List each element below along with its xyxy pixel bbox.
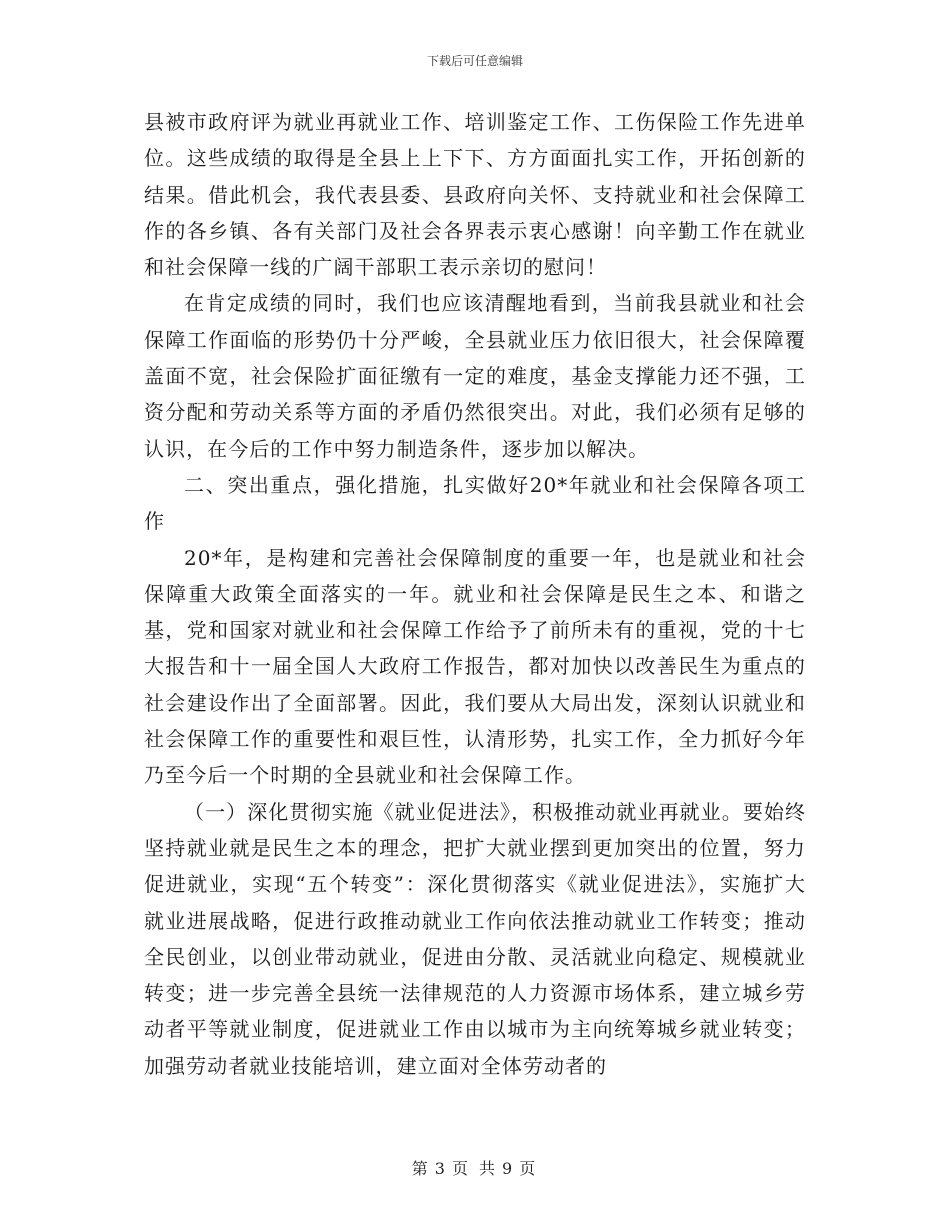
page-header: 下载后可任意编辑 (426, 54, 523, 68)
footer-suffix: 页 (519, 1159, 539, 1178)
total-page-number: 9 (502, 1159, 516, 1178)
paragraph-2: 在肯定成绩的同时，我们也应该清醒地看到，当前我县就业和社会保障工作面临的形势仍十分严峻，全县就业压力依旧很大，社会保障覆盖面不宽，社会保险扩面征缴有一定的难度，基金支撑能力还不强，工资分配和劳动关系等方面的矛盾仍然很突出。对此，我们必须有足够的认识，在今后的工作中努力制造条件，逐步加以解决。 (144, 291, 806, 461)
current-page-number: 3 (434, 1159, 448, 1178)
paragraph-4: （一）深化贯彻实施《就业促进法》，积极推动就业再就业。要始终坚持就业就是民生之本的理念，把扩大就业摆到更加突出的位置，努力促进就业，实现“五个转变”：深化贯彻落实《就业促进法》，实施扩大就业进展战略，促进行政推动就业工作向依法推动就业工作转变；推动全民创业，以创业带动就业，促进由分散、灵活就业向稳定、规模就业转变；进一步完善全县统一法律规范的人力资源市场体系，建立城乡劳动者平等就业制度，促进就业工作由以城市为主向统筹城乡就业转变；加强劳动者就业技能培训，建立面对全体劳动者的 (144, 799, 806, 1078)
section-heading: 二、突出重点，强化措施，扎实做好20*年就业和社会保障各项工作 (144, 472, 806, 534)
footer-middle: 页 共 (451, 1159, 499, 1178)
paragraph-1: 县被市政府评为就业再就业工作、培训鉴定工作、工伤保险工作先进单位。这些成绩的取得是全县上上下下、方方面面扎实工作，开拓创新的结果。借此机会，我代表县委、县政府向关怀、支持就业和社会保障工作的各乡镇、各有关部门及社会各界表示衷心感谢！向辛勤工作在就业和社会保障一线的广阔干部职工表示亲切的慰问！ (144, 110, 806, 280)
document-body (144, 104, 806, 1084)
footer-prefix: 第 (411, 1159, 431, 1178)
page-footer (0, 1156, 950, 1179)
paragraph-3: 20*年，是构建和完善社会保障制度的重要一年，也是就业和社会保障重大政策全面落实的一年。就业和社会保障是民生之本、和谐之基，党和国家对就业和社会保障工作给予了前所未有的重视，党的十七大报告和十一届全国人大政府工作报告，都对加快以改善民生为重点的社会建设作出了全面部署。因此，我们要从大局出发，深刻认识就业和社会保障工作的重要性和艰巨性，认清形势，扎实工作，全力抓好今年乃至今后一个时期的全县就业和社会保障工作。 (144, 545, 806, 788)
